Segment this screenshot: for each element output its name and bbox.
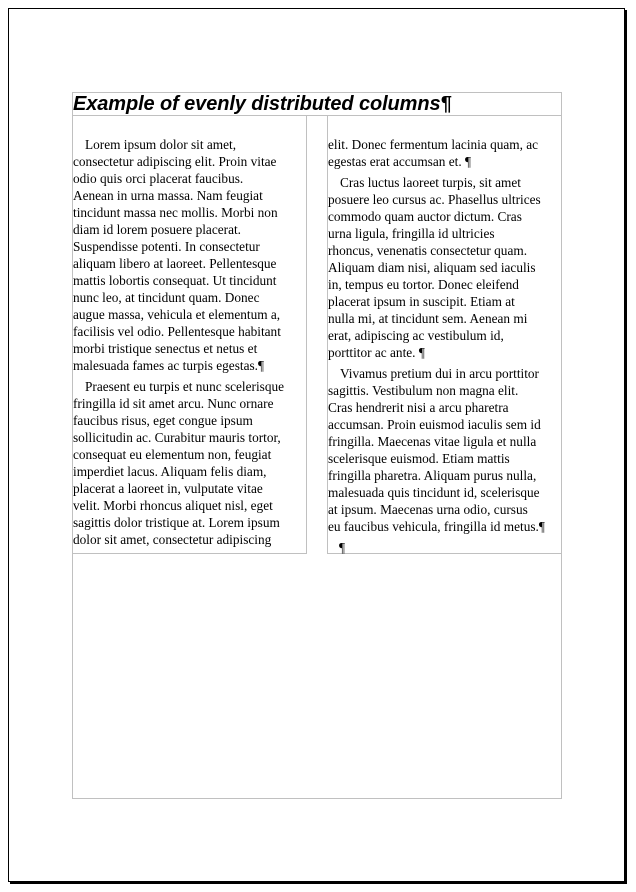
text-line: rhoncus, venenatis consectetur quam.: [328, 243, 528, 258]
text-line: sollicitudin ac. Curabitur mauris tortor,: [73, 430, 281, 445]
text-line: scelerisque euismod. Etiam mattis: [328, 451, 510, 466]
empty-paragraph-mark[interactable]: ¶: [339, 540, 346, 555]
text-line: egestas erat accumsan et. ¶: [328, 154, 471, 169]
text-line: morbi tristique senectus et netus et: [73, 341, 258, 356]
text-line: in, tempus eu tortor. Donec eleifend: [328, 277, 519, 292]
text-line: placerat ipsum in suscipit. Etiam at: [328, 294, 515, 309]
text-line: nunc leo, at tincidunt quam. Donec: [73, 290, 260, 305]
text-line: imperdiet lacus. Aliquam felis diam,: [73, 464, 267, 479]
right-column[interactable]: [328, 136, 568, 535]
left-column[interactable]: [73, 136, 313, 548]
text-line: mattis lobortis consequat. Ut tincidunt: [73, 273, 277, 288]
text-line: sagittis. Vestibulum non magna elit.: [328, 383, 519, 398]
text-line: consectetur adipiscing elit. Proin vitae: [73, 154, 277, 169]
paragraph[interactable]: [328, 174, 568, 361]
text-line: malesuada quis tincidunt id, scelerisque: [328, 485, 540, 500]
text-line: erat, adipiscing ac vestibulum id,: [328, 328, 504, 343]
text-line: at ipsum. Maecenas urna odio, cursus: [328, 502, 528, 517]
text-line: fringilla pharetra. Aliquam purus nulla,: [328, 468, 537, 483]
text-line: fringilla. Maecenas vitae ligula et nulla: [328, 434, 537, 449]
text-line: commodo quam auctor dictum. Cras: [328, 209, 522, 224]
text-line: eu faucibus vehicula, fringilla id metus.¶: [328, 519, 545, 534]
text-line: Cras hendrerit nisi a arcu pharetra: [328, 400, 509, 415]
text-line: fringilla id sit amet arcu. Nunc ornare: [73, 396, 274, 411]
text-line: Lorem ipsum dolor sit amet,: [85, 137, 237, 152]
text-line: augue massa, vehicula et elementum a,: [73, 307, 281, 322]
document-heading[interactable]: Example of evenly distributed columns¶: [73, 93, 452, 115]
text-line: elit. Donec fermentum lacinia quam, ac: [328, 137, 539, 152]
text-line: velit. Morbi rhoncus aliquet nisl, eget: [73, 498, 273, 513]
text-line: porttitor ac ante. ¶: [328, 345, 425, 360]
text-line: facilisis vel odio. Pellentesque habitant: [73, 324, 281, 339]
text-line: Aliquam diam nisi, aliquam sed iaculis: [328, 260, 536, 275]
text-line: aliquam libero at laoreet. Pellentesque: [73, 256, 277, 271]
text-line: sagittis dolor tristique at. Lorem ipsum: [73, 515, 280, 530]
text-line: Suspendisse potenti. In consectetur: [73, 239, 260, 254]
paragraph[interactable]: [328, 136, 568, 170]
text-line: placerat a laoreet in, vulputate vitae: [73, 481, 263, 496]
text-line: diam id lorem posuere placerat.: [73, 222, 241, 237]
text-line: nulla mi, at tincidunt sem. Aenean mi: [328, 311, 528, 326]
text-line: Cras luctus laoreet turpis, sit amet: [340, 175, 521, 190]
text-line: tincidunt massa nec mollis. Morbi non: [73, 205, 278, 220]
paragraph[interactable]: [73, 378, 313, 548]
text-line: faucibus risus, eget congue ipsum: [73, 413, 253, 428]
paragraph[interactable]: [328, 365, 568, 535]
text-line: consequat eu elementum non, feugiat: [73, 447, 272, 462]
text-line: Vivamus pretium dui in arcu porttitor: [340, 366, 539, 381]
text-line: posuere leo cursus ac. Phasellus ultrices: [328, 192, 541, 207]
text-line: dolor sit amet, consectetur adipiscing: [73, 532, 272, 547]
text-line: Aenean in urna massa. Nam feugiat: [73, 188, 263, 203]
text-line: malesuada fames ac turpis egestas.¶: [73, 358, 264, 373]
paragraph[interactable]: [73, 136, 313, 374]
text-line: odio quis orci placerat faucibus.: [73, 171, 244, 186]
text-line: accumsan. Proin euismod iaculis sem id: [328, 417, 541, 432]
text-line: Praesent eu turpis et nunc scelerisque: [85, 379, 285, 394]
text-line: urna ligula, fringilla id ultricies: [328, 226, 495, 241]
